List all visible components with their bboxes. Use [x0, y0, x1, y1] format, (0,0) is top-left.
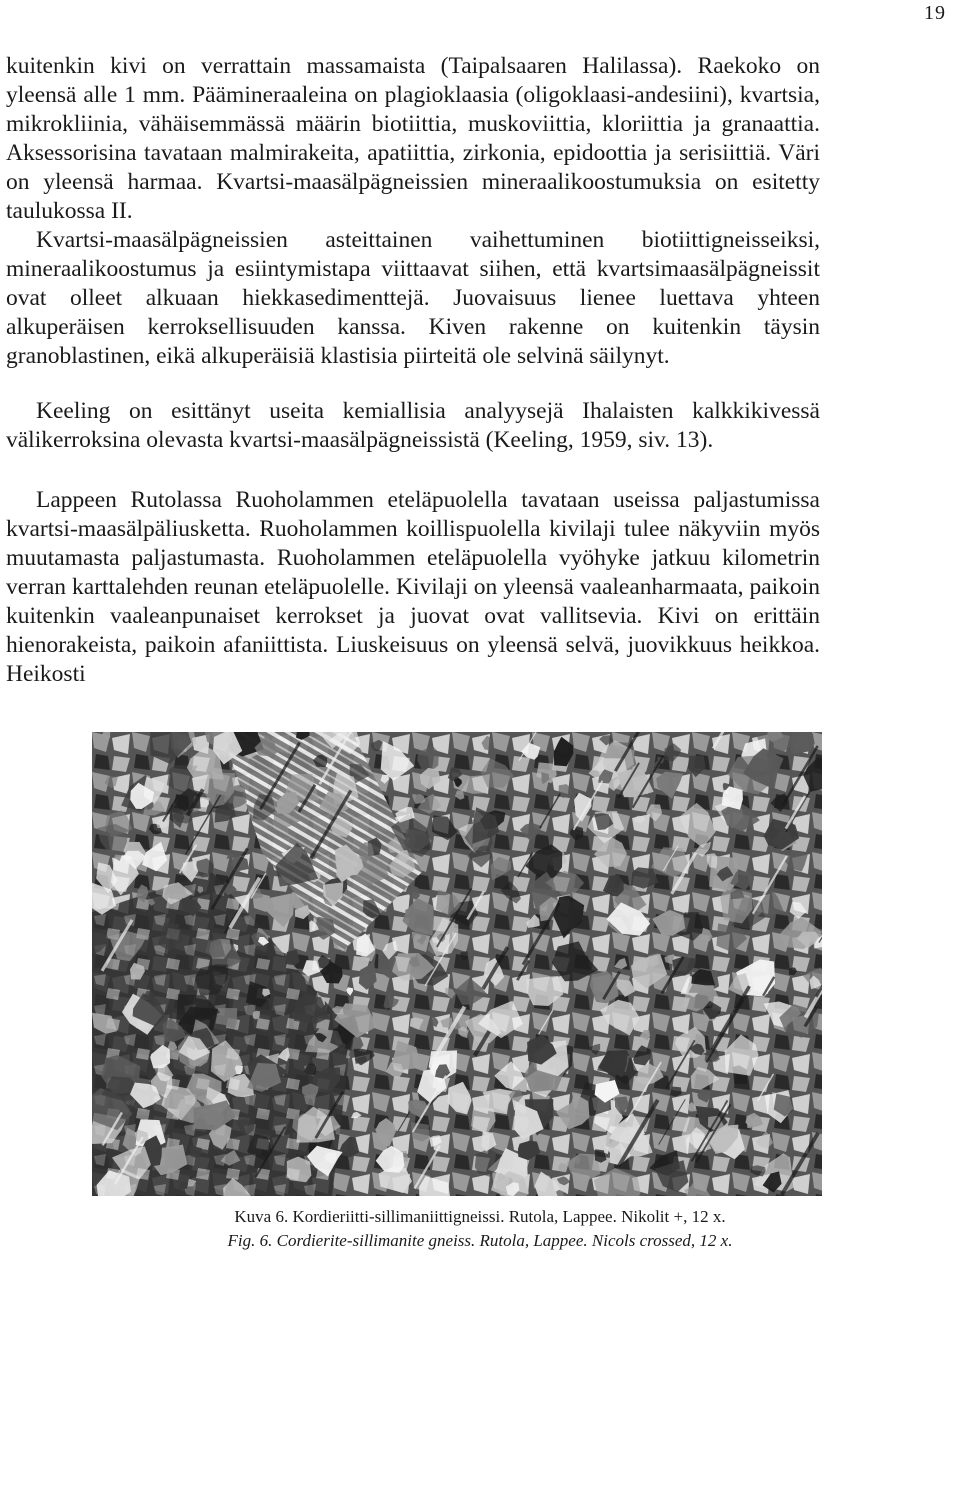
paragraph: Keeling on esittänyt useita kemiallisia analyysejä Ihalaisten kalkkikivessä välikerroksina olevasta kvartsi-maasälpägneissistä (Keeling, 1959, siv. 13). [6, 398, 820, 453]
paragraph-continuation: kuitenkin kivi on verrattain massamaista (Taipalsaaren Halilassa). Raekoko on yleensä alle 1 mm. Päämineraaleina on plagioklaasia (oligoklaasi-andesiini), kvartsia, mikrokliinia, vähäisemmässä määrin biotiittia, muskoviittia, kloriittia ja granaattia. Aksessorisina tavataan malmirakeita, apatiittia, zirkonia, epidoottia ja serisiittiä. Väri on yleensä harmaa. Kvartsi-maasälpägneissien mineraalikoostumuksia on esitetty taulukossa II. [6, 53, 820, 224]
thin-section-micrograph [92, 732, 822, 1196]
body-text-section-2 [6, 397, 820, 455]
body-text-section-3 [6, 486, 820, 689]
figure-caption-finnish: Kuva 6. Kordieriitti-sillimaniittigneissi. Rutola, Lappee. Nikolit +, 12 x. [234, 1207, 726, 1226]
paragraph: Lappeen Rutolassa Ruoholammen eteläpuolella tavataan useissa paljastumissa kvartsi-maasälpäliusketta. Ruoholammen koillispuolella kivilaji tulee näkyviin myös muutamasta paljastumasta. Ruoholammen eteläpuolella vyöhyke jatkuu kilometrin verran karttalehden reunan eteläpuolelle. Kivilaji on yleensä vaaleanharmaata, paikoin kuitenkin vaaleanpunaiset kerrokset ja juovat ovat vallitsevia. Kivi on erittäin hienorakeista, paikoin afaniittista. Liuskeisuus on yleensä selvä, juovikkuus heikkoa. Heikosti [6, 487, 820, 687]
micrograph-image [92, 732, 822, 1196]
paragraph: Kvartsi-maasälpägneissien asteittainen vaihettuminen biotiittigneisseiksi, mineraalikoostumus ja esiintymistapa viittaavat siihen, että kvartsimaasälpägneissit ovat olleet alkuaan hiekkasedimenttejä. Juovaisuus lienee luettava yhteen alkuperäisen kerroksellisuuden kanssa. Kiven rakenne on kuitenkin täysin granoblastinen, eikä alkuperäisiä klastisia piirteitä ole selvinä säilynyt. [6, 227, 820, 369]
figure-caption-english: Fig. 6. Cordierite-sillimanite gneiss. Rutola, Lappee. Nicols crossed, 12 x. [227, 1231, 733, 1250]
page-number: 19 [924, 2, 946, 24]
body-text-section-1 [6, 52, 820, 371]
mineral-grains [92, 732, 822, 1196]
